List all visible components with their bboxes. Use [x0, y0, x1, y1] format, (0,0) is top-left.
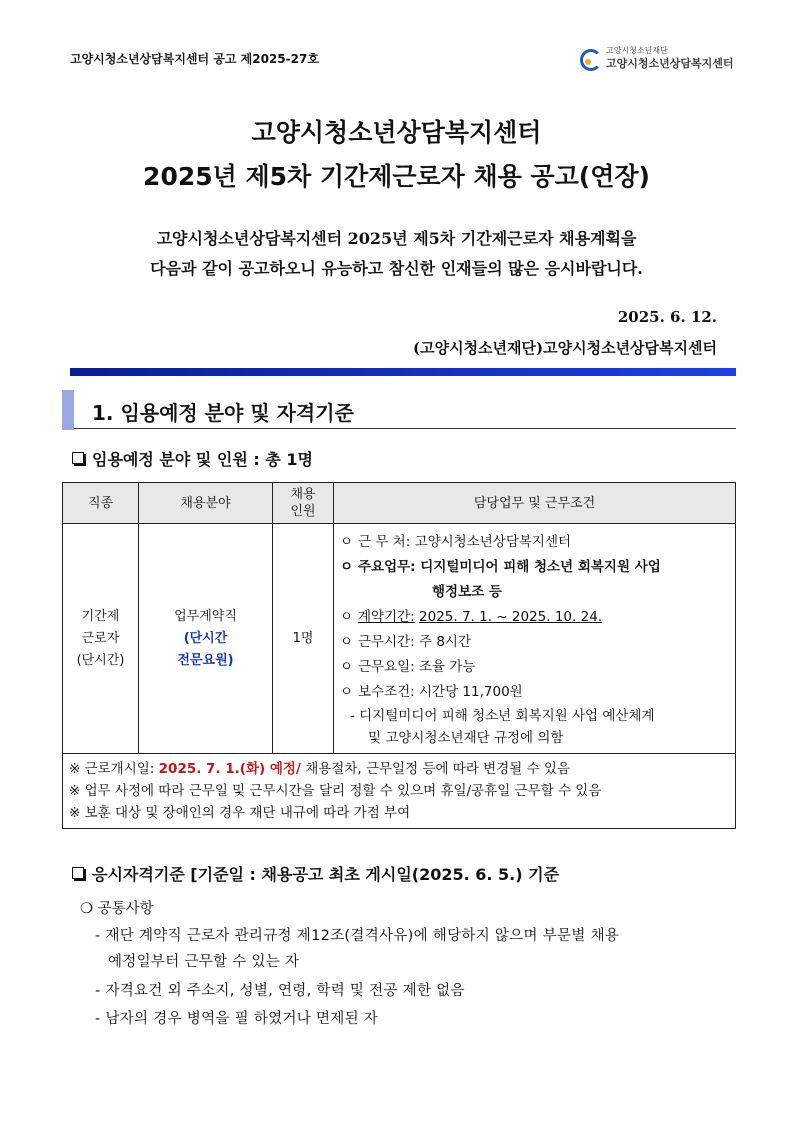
cell-job-type	[63, 524, 139, 754]
recruitment-table	[62, 482, 736, 829]
note-3: ※ 보훈 대상 및 장애인의 경우 재단 내규에 따라 가점 부여	[69, 805, 411, 821]
header-duties: 담당업무 및 근무조건	[334, 483, 736, 524]
section-accent	[62, 390, 74, 430]
common-label-text: 공통사항	[97, 901, 154, 917]
contract-label: 계약기간:	[358, 609, 415, 625]
header-count-line1: 채용	[290, 487, 316, 502]
intro-line2: 다음과 같이 공고하오니 유능하고 참신한 인재들의 많은 응시바랍니다.	[150, 259, 643, 278]
organization-name: (고양시청소년재단)고양시청소년상담복지센터	[413, 339, 717, 357]
pay-label: 보수조건:	[358, 684, 415, 700]
logo-ring-icon	[580, 49, 602, 71]
duty-main-cont: 행정보조 등	[432, 584, 502, 600]
table-row	[63, 524, 736, 754]
pay-note-2: 및 고양시청소년재단 규정에 의함	[368, 730, 564, 746]
header-field: 채용분야	[139, 483, 273, 524]
bullet-icon: ㅇ	[340, 634, 354, 650]
pay-note-1: - 디지털미디어 피해 청소년 회복지원 사업 예산체계	[350, 708, 655, 724]
bullet-icon: ㅇ	[340, 609, 354, 625]
duty-hours	[340, 630, 729, 655]
logo-center-name: 고양시청소년상담복지센터	[606, 57, 734, 70]
field-line3: 전문요원)	[177, 652, 234, 668]
section1-subtitle-text: 임용예정 분야 및 인원 : 총 1명	[92, 450, 313, 469]
duty-main	[340, 555, 729, 580]
intro-line1: 고양시청소년상담복지센터 2025년 제5차 기간제근로자 채용계획을	[156, 229, 637, 248]
duty-pay	[340, 680, 729, 705]
job-type-line1: 기간제	[81, 608, 120, 624]
section2-title	[72, 862, 559, 885]
hours-label: 근무시간:	[358, 634, 415, 650]
table-notes-row	[63, 754, 736, 829]
duty-days	[340, 655, 729, 680]
bullet-icon: ㅇ	[340, 684, 354, 700]
bullet-icon: ㅇ	[340, 659, 354, 675]
notice-date: 2025. 6. 12.	[617, 308, 717, 326]
notice-number: 고양시청소년상담복지센터 공고 제2025-27호	[70, 52, 319, 66]
logo-dot-icon	[585, 59, 591, 65]
table-header-row	[63, 483, 736, 524]
section1-subtitle	[72, 447, 313, 470]
duty-workplace	[340, 530, 729, 555]
requirement-item: - 남자의 경우 병역을 필 하였거나 면제된 자	[95, 1011, 379, 1027]
requirement-item: - 자격요건 외 주소지, 성별, 연령, 학력 및 전공 제한 없음	[95, 983, 465, 999]
note-2: ※ 업무 사정에 따라 근무일 및 근무시간을 달리 정할 수 있으며 휴일/공휴일 근무할 수 있음	[69, 783, 602, 799]
section-underline	[74, 428, 736, 429]
duty-contract	[340, 605, 729, 630]
note-1	[69, 758, 729, 780]
pay-value: 시간당 11,700원	[419, 684, 523, 700]
circle-bullet-icon: ❍	[80, 901, 93, 917]
field-line1: 업무계약직	[174, 608, 237, 624]
requirement-item: - 재단 계약직 근로자 관리규정 제12조(결격사유)에 해당하지 않으며 부문별 채용	[95, 928, 620, 944]
requirement-item: 예정일부터 근무할 수 있는 자	[108, 954, 300, 970]
days-value: 조율 가능	[419, 659, 476, 675]
cell-duties	[334, 524, 736, 754]
foundation-logo	[580, 45, 734, 73]
cell-notes	[63, 754, 736, 829]
page-title-line1: 고양시청소년상담복지센터	[251, 118, 542, 147]
header-count	[273, 483, 334, 524]
bullet-icon: ㅇ	[340, 534, 354, 550]
note1-highlight: 2025. 7. 1.(화) 예정/	[158, 761, 301, 777]
logo-foundation-name: 고양시청소년재단	[606, 46, 668, 55]
contract-value: 2025. 7. 1. ~ 2025. 10. 24.	[419, 609, 603, 625]
cell-field	[139, 524, 273, 754]
section1-title: 1. 임용예정 분야 및 자격기준	[92, 401, 354, 425]
job-type-line3: (단시간)	[76, 652, 125, 668]
hours-value: 주 8시간	[419, 634, 472, 650]
note1-prefix: ※ 근로개시일:	[69, 761, 155, 777]
cell-count: 1명	[273, 524, 334, 754]
main-duty-value: 디지털미디어 피해 청소년 회복지원 사업	[420, 559, 661, 575]
checkbox-bullet-icon	[72, 867, 84, 879]
common-requirements-label	[80, 897, 154, 918]
field-line2: (단시간	[183, 630, 228, 646]
note1-suffix: 채용절차, 근무일정 등에 따라 변경될 수 있음	[305, 761, 570, 777]
page-title-line2: 2025년 제5차 기간제근로자 채용 공고(연장)	[143, 162, 650, 191]
job-type-line2: 근로자	[81, 630, 120, 646]
bullet-icon: ㅇ	[340, 559, 354, 575]
section2-title-text: 응시자격기준 [기준일 : 채용공고 최초 게시일(2025. 6. 5.) 기준	[92, 865, 560, 884]
divider-bar	[70, 368, 736, 376]
checkbox-bullet-icon	[72, 452, 84, 464]
header-job-type: 직종	[63, 483, 139, 524]
days-label: 근무요일:	[358, 659, 415, 675]
workplace-label: 근 무 처:	[358, 534, 411, 550]
header-count-line2: 인원	[290, 504, 316, 519]
main-duty-label: 주요업무:	[358, 559, 416, 575]
workplace-value: 고양시청소년상담복지센터	[414, 534, 572, 550]
section1-heading	[62, 390, 736, 430]
